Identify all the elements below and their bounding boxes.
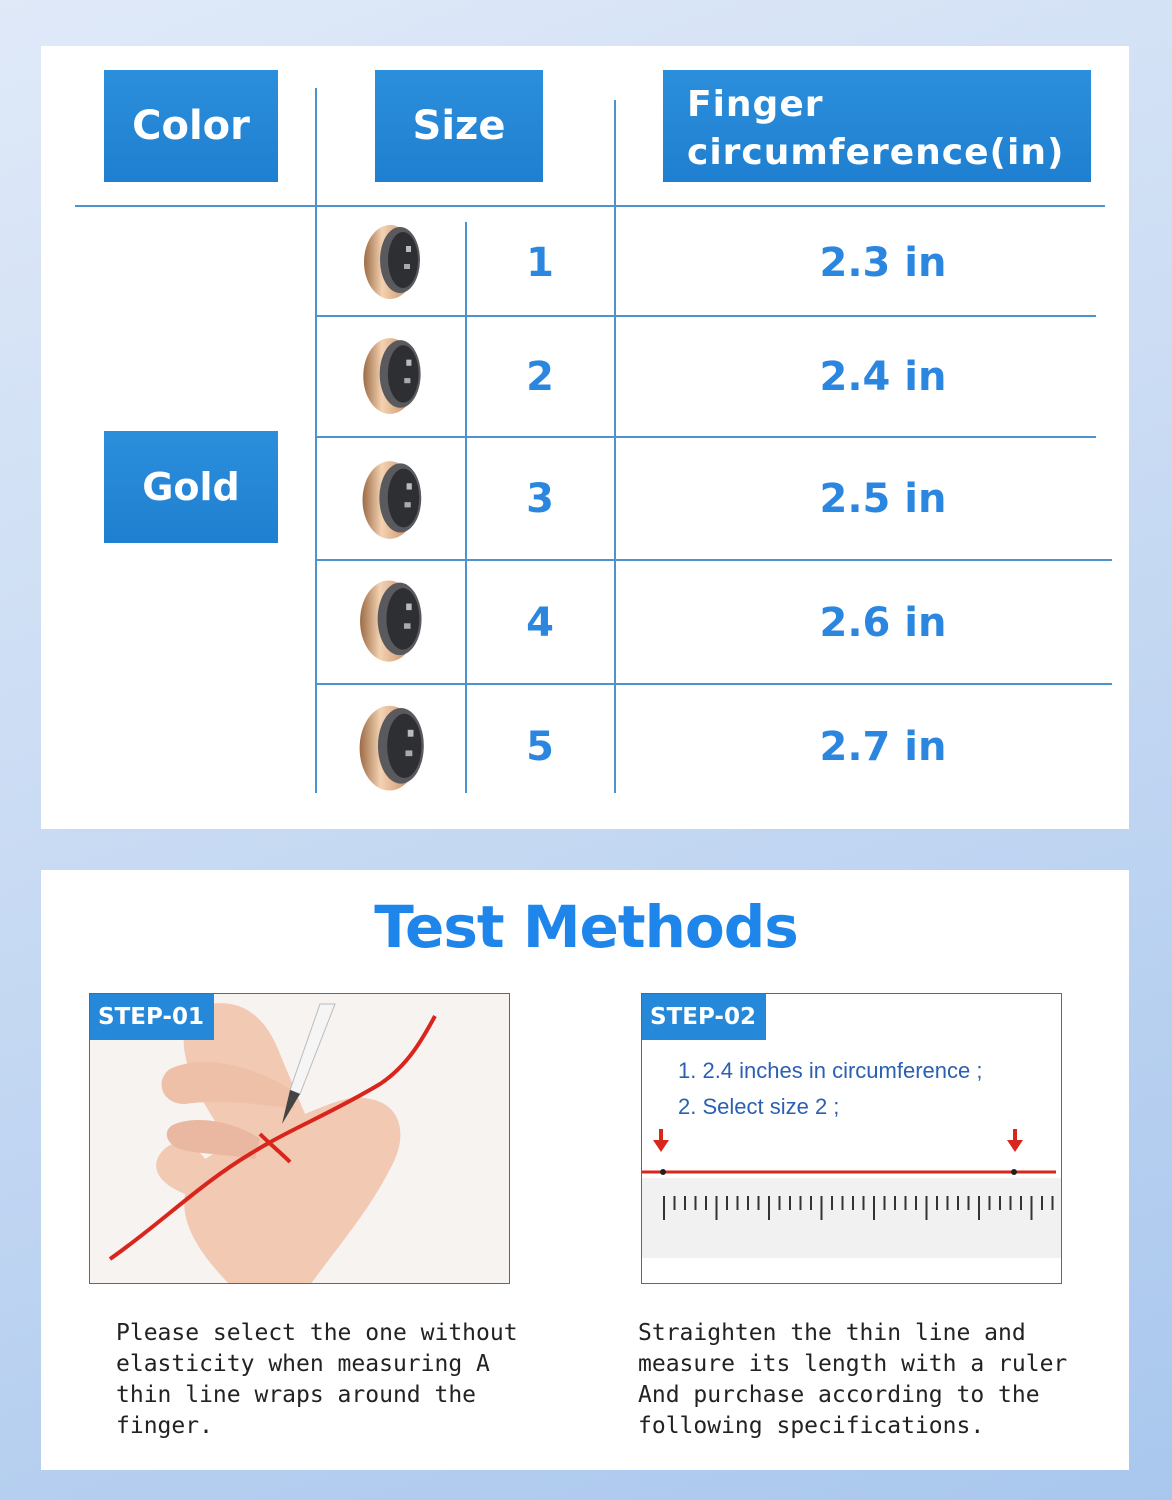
ruler-image [642,1124,1062,1284]
step-01-illustration [89,993,510,1284]
ring-image [360,220,428,302]
header-size-label: Size [412,103,506,149]
header-color-label: Color [132,103,250,149]
circumference-value: 2.3 in [819,240,947,286]
row-divider-4 [316,683,1112,685]
size-value: 5 [526,724,554,770]
step-02-badge: STEP-02 [642,994,766,1040]
header-circumference [663,70,1091,182]
ring-image [352,575,434,665]
circumference-value: 2.6 in [819,600,947,646]
size-value: 3 [526,476,554,522]
header-divider [75,205,1105,207]
step-02-instruction-2: 2. Select size 2 ; [678,1094,840,1119]
row-divider-2 [316,436,1096,438]
column-divider-ring [465,222,467,793]
step-01-description: Please select the one without elasticity when measuring A thin line wraps around the finger. [116,1320,518,1439]
size-value: 2 [526,354,554,400]
header-circumference-label: Finger circumference(in) [687,84,1065,173]
circumference-value: 2.7 in [819,724,947,770]
color-gold-cell [104,431,278,543]
step-01-badge: STEP-01 [90,994,214,1040]
step-02-description: Straighten the thin line and measure its length with a ruler And purchase according to the following specifications. [638,1320,1068,1439]
ring-image [357,456,431,542]
size-value: 4 [526,600,554,646]
column-divider-1 [315,88,317,793]
step-02-instruction-1: 1. 2.4 inches in circumference ; [678,1058,983,1083]
header-size [375,70,543,182]
row-divider-3 [316,559,1112,561]
test-methods-title: Test Methods [374,893,798,961]
header-color [104,70,278,182]
step-02-illustration [641,993,1062,1284]
ring-image [350,700,438,794]
size-value: 1 [526,240,554,286]
ring-image [358,333,430,417]
column-divider-2 [614,100,616,793]
circumference-value: 2.4 in [819,354,947,400]
row-divider-1 [316,315,1096,317]
color-gold-label: Gold [142,465,240,509]
circumference-value: 2.5 in [819,476,947,522]
